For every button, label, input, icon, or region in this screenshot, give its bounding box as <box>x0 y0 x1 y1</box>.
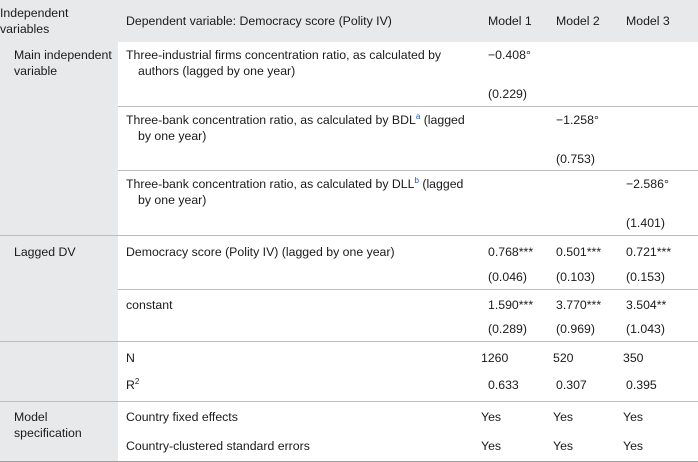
table-header <box>0 0 698 42</box>
row-label-r2 <box>118 371 480 401</box>
row-label-dll <box>118 171 480 212</box>
cell-dll-m3: −2.586° <box>626 177 669 191</box>
row-label-n: N <box>126 350 135 365</box>
cell-r2-m2: 0.307 <box>552 371 622 401</box>
cell-democracy-m1-se: (0.046) <box>480 265 552 289</box>
dll-label-text: Three-bank concentration ratio, as calculated by DLL <box>126 177 415 191</box>
row-label-democracy: Democracy score (Polity IV) (lagged by one year) <box>126 244 395 259</box>
cell-constant-m3-se: (1.043) <box>622 317 698 341</box>
cell-clustered-se-m2: Yes <box>552 431 622 461</box>
table-row <box>0 401 698 431</box>
row-label-clustered-se: Country-clustered standard errors <box>118 431 480 461</box>
row-label-constant: constant <box>126 297 173 312</box>
cell-bdl-m2-se: (0.753) <box>552 147 622 171</box>
header-dependent-variable: Dependent variable: Democracy score (Polity IV) <box>118 0 480 42</box>
row-label-bdl <box>118 106 480 147</box>
cell-industrial-m1: −0.408° <box>488 48 531 62</box>
cell-n-m2: 520 <box>553 350 574 365</box>
cell-democracy-m3-se: (0.153) <box>622 265 698 289</box>
cell-democracy-m3: 0.721*** <box>626 244 672 259</box>
cell-democracy-m2-se: (0.103) <box>552 265 622 289</box>
footnote-a-link[interactable]: a <box>415 111 421 121</box>
cell-country-fe-m3: Yes <box>623 409 644 424</box>
table-row <box>0 235 698 265</box>
cell-democracy-m1: 0.768*** <box>488 244 534 259</box>
industrial-label-text: Three-industrial firms concentration ratio, as calculated by authors (lagged by one year) <box>126 48 442 78</box>
cell-r2-m1: 0.633 <box>480 371 552 401</box>
group-lagged-dv: Lagged DV <box>0 235 118 341</box>
cell-industrial-m1-se: (0.229) <box>480 82 552 106</box>
header-model-3: Model 3 <box>622 0 698 42</box>
row-label-country-fe: Country fixed effects <box>126 409 238 424</box>
r2-label-text: R <box>126 378 135 392</box>
cell-bdl-m2: −1.258° <box>556 112 599 127</box>
cell-n-m1: 1260 <box>481 350 509 365</box>
cell-clustered-se-m1: Yes <box>480 431 552 461</box>
header-model-2: Model 2 <box>552 0 622 42</box>
dll-label-lag: (lagged by one year) <box>138 177 464 207</box>
bdl-label-text: Three-bank concentration ratio, as calculated by BDL <box>126 112 416 127</box>
cell-constant-m1-se: (0.289) <box>480 317 552 341</box>
cell-n-m3: 350 <box>623 350 644 365</box>
table-row <box>0 341 698 371</box>
group-model-specification: Model specification <box>0 401 118 461</box>
header-independent-variables: Independent variables <box>0 0 118 42</box>
r2-superscript: 2 <box>134 376 140 386</box>
cell-constant-m2: 3.770*** <box>556 297 602 312</box>
row-label-industrial <box>118 42 480 82</box>
cell-constant-m2-se: (0.969) <box>552 317 622 341</box>
cell-dll-m3-se: (1.401) <box>622 211 698 235</box>
table-row <box>0 42 698 82</box>
cell-democracy-m2: 0.501*** <box>556 244 602 259</box>
cell-clustered-se-m3: Yes <box>622 431 698 461</box>
footnote-b-link[interactable]: b <box>414 175 419 185</box>
cell-country-fe-m1: Yes <box>481 409 502 424</box>
bdl-label-lag: (lagged by one year) <box>138 112 465 143</box>
cell-r2-m3: 0.395 <box>622 371 698 401</box>
header-model-1: Model 1 <box>480 0 552 42</box>
cell-country-fe-m2: Yes <box>553 409 574 424</box>
cell-constant-m1: 1.590*** <box>488 297 534 312</box>
cell-constant-m3: 3.504** <box>626 297 667 312</box>
group-main-independent: Main independent variable <box>0 42 118 235</box>
